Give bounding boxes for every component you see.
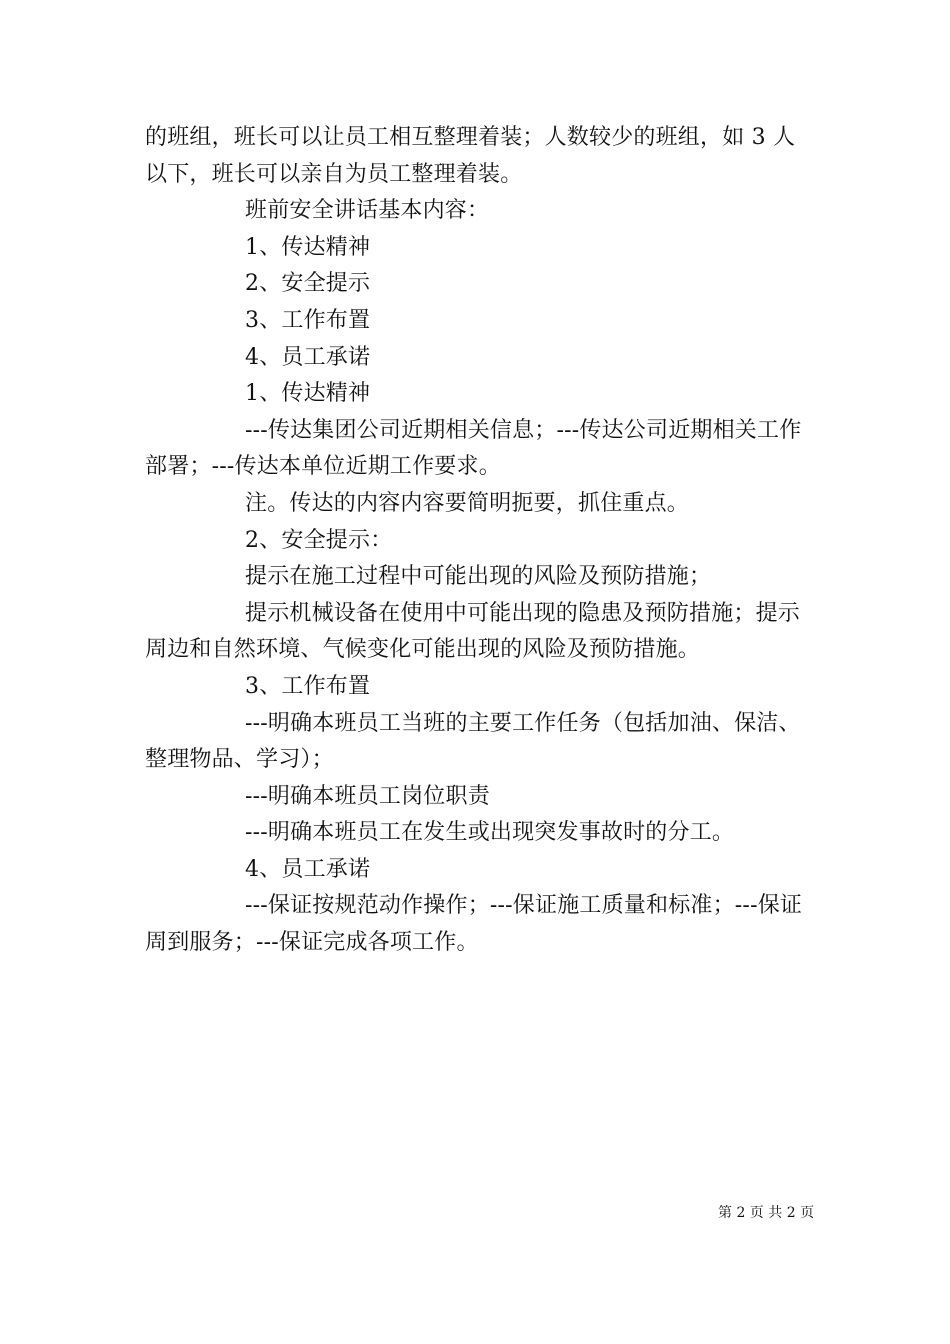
section-heading: 班前安全讲话基本内容： <box>245 198 490 224</box>
paragraph: 提示在施工过程中可能出现的风险及预防措施； <box>245 564 712 590</box>
paragraph: ---明确本班员工岗位职责 <box>245 783 490 809</box>
section-heading: 1、传达精神 <box>245 381 371 407</box>
note-paragraph: 注。传达的内容内容要简明扼要，抓住重点。 <box>245 490 690 516</box>
paragraph: ---保证按规范动作操作；---保证施工质量和标准；---保证周到服务；---保证完成各项工作。 <box>145 893 803 956</box>
section-heading: 3、工作布置 <box>245 673 371 699</box>
page-number-footer: 第 2 页 共 2 页 <box>718 1205 815 1221</box>
section-heading: 4、员工承诺 <box>245 856 371 882</box>
paragraph: 提示机械设备在使用中可能出现的隐患及预防措施；提示周边和自然环境、气候变化可能出现的风险及预防措施。 <box>145 600 801 663</box>
list-item: 1、传达精神 <box>245 234 371 260</box>
paragraph: ---明确本班员工当班的主要工作任务（包括加油、保洁、整理物品、学习）； <box>145 710 801 773</box>
section-heading: 2、安全提示： <box>245 527 393 553</box>
paragraph: ---传达集团公司近期相关信息；---传达公司近期相关工作部署；---传达本单位近期工作要求。 <box>145 417 802 480</box>
paragraph: ---明确本班员工在发生或出现突发事故时的分工。 <box>245 820 735 846</box>
document-body <box>145 120 810 962</box>
list-item: 4、员工承诺 <box>245 344 371 370</box>
paragraph: 的班组，班长可以让员工相互整理着装；人数较少的班组，如 3 人以下，班长可以亲自为员工整理着装。 <box>145 125 796 187</box>
list-item: 3、工作布置 <box>245 307 371 333</box>
list-item: 2、安全提示 <box>245 271 371 297</box>
